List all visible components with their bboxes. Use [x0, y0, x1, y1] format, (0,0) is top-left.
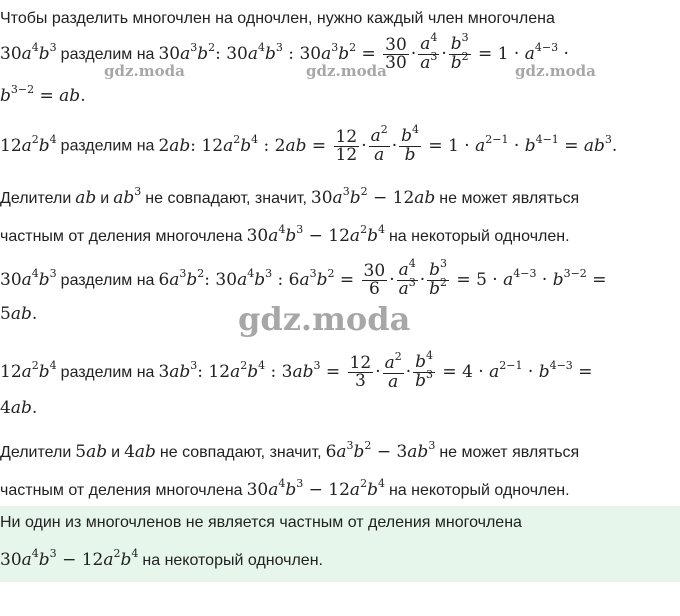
math-step-1: $30a^3b^2$: $30a^4b^3$ : $30a^3b^2$ = $\frac{30}{30}$ · $\frac{a^4}{a^3}$ · $\frac{b^3}{b^2}$ = $1 \cdot a^{4-3}$ ·: [158, 31, 569, 73]
math-step-3: $6a^3b^2$: $30a^4b^3$ : $6a^3b^2$ = $\frac{30}{6}$ · $\frac{a^4}{a^3}$ · $\frac{b^3}{b^2}$ = $5 \cdot a^{4-3} \cdot b^{3-2}$ =: [158, 257, 607, 299]
math-step-2: 2ab: $12a^2b^4$ : 2ab = $\frac{12}{12}$ · $\frac{a^2}{a}$ · $\frac{b^4}{b}$ = $1 \cdot a^{2-1} \cdot b^{4-1} = ab^3$.: [158, 123, 618, 165]
conclusion-line-2: $30a^4b^3 - 12a^2b^4$ на некоторый одночлен.: [0, 547, 323, 570]
step-2-line: $12a^2b^4$ разделим на 2ab: $12a^2b^4$ : 2ab = $\frac{12}{12}$ · $\frac{a^2}{a}$ · $\frac{b^4}{b}$ = $1 \cdot a^{2-1} \cdot b^{4-1} = ab^3$.: [0, 123, 618, 165]
math-term: $30a^4b^3$: [0, 41, 57, 64]
watermark-large: gdz.moda: [238, 300, 411, 338]
quotient-line-2: частным от деления многочлена $30a^4b^3 - 12a^2b^4$ на некоторый одночлен.: [0, 477, 570, 500]
step-4-cont: 4ab.: [0, 398, 38, 418]
divisors-line-2: Делители 5ab и 4ab не совпадают, значит, $6a^3b^2 - 3ab^3$ не может являться: [0, 439, 580, 462]
conclusion-text-1: Ни один из многочленов не является частным от деления многочлена: [0, 514, 522, 531]
step-3-line: $30a^4b^3$ разделим на $6a^3b^2$: $30a^4b^3$ : $6a^3b^2$ = $\frac{30}{6}$ · $\frac{a^4}{a^3}$ · $\frac{b^3}{b^2}$ = $5 \cdot a^{4-3} \cdot b^{3-2}$ =: [0, 257, 607, 299]
step-1-line: [0, 31, 569, 73]
step-4-line: $12a^2b^4$ разделим на $3ab^3$: $12a^2b^4$ : $3ab^3$ = $\frac{12}{3}$ · $\frac{a^2}{a}$ · $\frac{b^4}{b^3}$ = $4 \cdot a^{2-1} \cdot b^{4-3}$ =: [0, 349, 593, 392]
intro-text: Чтобы разделить многочлен на одночлен, нужно каждый член многочлена: [0, 10, 555, 27]
watermark-small-2: gdz.moda: [306, 62, 387, 80]
math-step-4: $3ab^3$: $12a^2b^4$ : $3ab^3$ = $\frac{12}{3}$ · $\frac{a^2}{a}$ · $\frac{b^4}{b^3}$ = $4 \cdot a^{2-1} \cdot b^{4-3}$ =: [158, 349, 593, 392]
watermark-small-1: gdz.moda: [104, 62, 185, 80]
quotient-line-1: частным от деления многочлена $30a^4b^3 - 12a^2b^4$ на некоторый одночлен.: [0, 223, 570, 246]
step-1-cont: $b^{3-2}$ = ab.: [0, 83, 86, 106]
divide-by-label: разделим на: [60, 46, 155, 63]
divisors-line-1: Делители ab и $ab^3$ не совпадают, значит, $30a^3b^2 - 12ab$ не может являться: [0, 185, 580, 208]
watermark-small-3: gdz.moda: [515, 62, 596, 80]
step-3-cont: 5ab.: [0, 304, 38, 324]
